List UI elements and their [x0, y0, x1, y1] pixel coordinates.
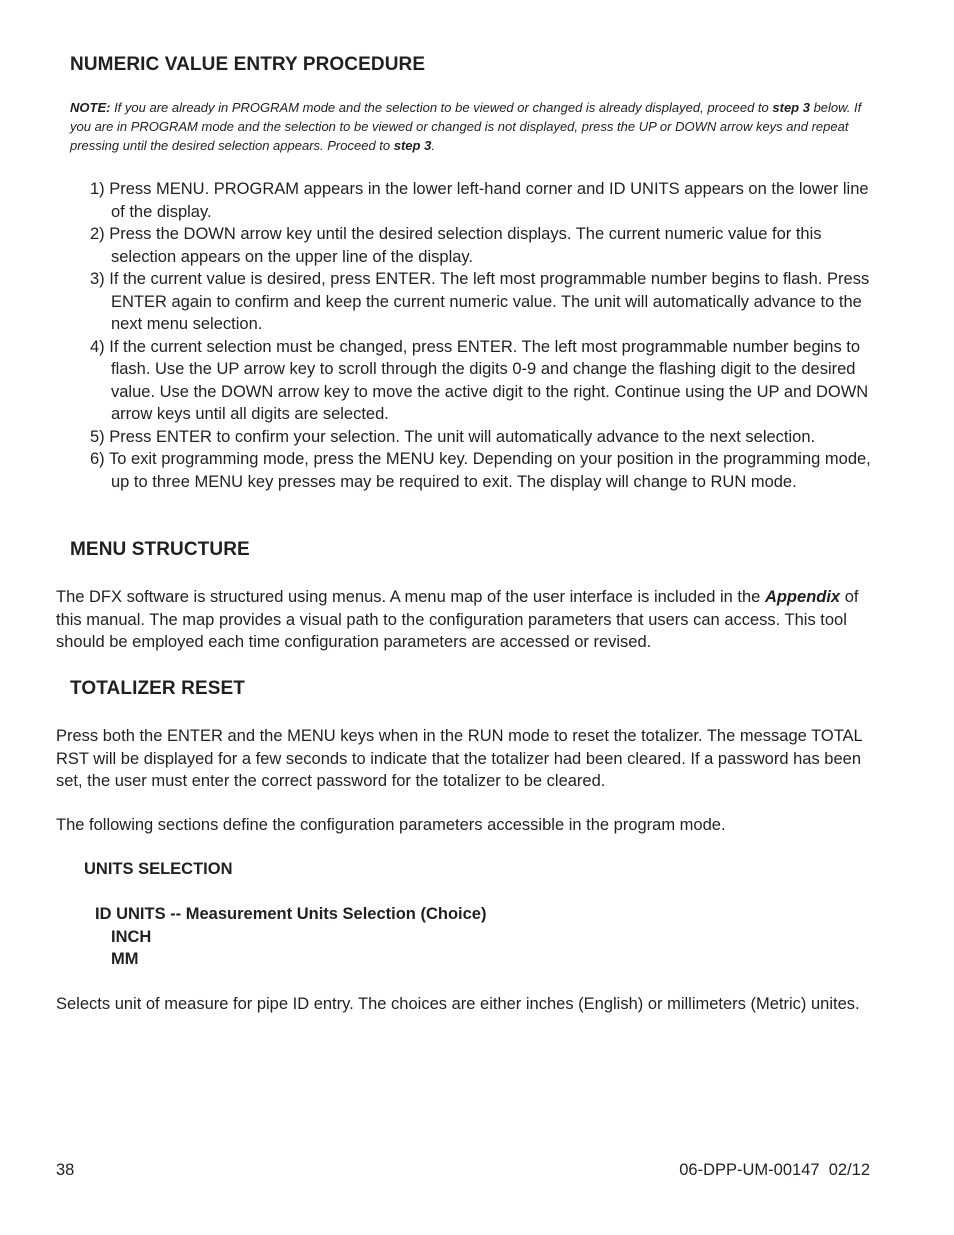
- units-selection-heading: UNITS SELECTION: [84, 860, 233, 878]
- totalizer-reset-paragraph: Press both the ENTER and the MENU keys when in the RUN mode to reset the totalizer. The message TOTAL RST will be displayed for a few seconds to indicate that the totalizer had been cleared. If a password has been set, the user must enter the correct password for the totalizer to be cleared.: [56, 727, 863, 790]
- totalizer-reset-heading: TOTALIZER RESET: [70, 678, 245, 699]
- numeric-entry-heading: NUMERIC VALUE ENTRY PROCEDURE: [70, 54, 426, 75]
- choice-mm: MM: [111, 950, 139, 968]
- procedure-step: 4) If the current selection must be changed, press ENTER. The left most programmable number begins to flash. Use the UP arrow key to scroll through the digits 0-9 and change the flashing digit to the desired value. Use the DOWN arrow key to move the active digit to the right. Continue using the UP and DOWN arrow keys until all digits are selected.: [90, 337, 869, 423]
- menu-structure-paragraph: [56, 586, 876, 654]
- note-step-ref-2: step 3: [393, 138, 432, 153]
- id-units-title: ID UNITS -- Measurement Units Selection (Choice): [95, 905, 487, 923]
- procedure-step: 3) If the current value is desired, press ENTER. The left most programmable number begins to flash. Press ENTER again to confirm and keep the current numeric value. The unit will automatically advance to the next menu selection.: [90, 270, 870, 333]
- procedure-step: 1) Press MENU. PROGRAM appears in the lower left-hand corner and ID UNITS appears on the lower line of the display.: [90, 180, 869, 221]
- note-text-3: .: [431, 138, 435, 153]
- menu-text-2: of this manual. The map provides a visual path to the configuration parameters that users can access. This tool should be employed each time configuration parameters are accessed or revised.: [56, 588, 859, 651]
- note-label: NOTE:: [70, 100, 111, 115]
- procedure-step: 5) Press ENTER to confirm your selection. The unit will automatically advance to the next selection.: [90, 427, 816, 446]
- note-text-1: If you are already in PROGRAM mode and the selection to be viewed or changed is already displayed, proceed to: [110, 100, 773, 115]
- choice-inch: INCH: [111, 928, 152, 946]
- document-id: 06-DPP-UM-00147 02/12: [679, 1161, 870, 1179]
- procedure-step: 2) Press the DOWN arrow key until the desired selection displays. The current numeric value for this selection appears on the upper line of the display.: [90, 225, 822, 266]
- appendix-reference: Appendix: [764, 588, 841, 606]
- note-paragraph: [70, 98, 880, 155]
- procedure-steps-list: [90, 178, 880, 493]
- note-text-2: below. If you are in PROGRAM mode and the selection to be viewed or changed is not displayed, press the UP or DOWN arrow keys and repeat pressing until the desired selection appears. Proceed to: [70, 100, 862, 153]
- note-step-ref-1: step 3: [772, 100, 810, 115]
- menu-structure-heading: MENU STRUCTURE: [70, 539, 250, 560]
- program-mode-paragraph: The following sections define the configuration parameters accessible in the program mode.: [56, 816, 726, 834]
- units-description-paragraph: Selects unit of measure for pipe ID entry. The choices are either inches (English) or millimeters (Metric) unites.: [56, 995, 860, 1013]
- page-number: 38: [56, 1161, 75, 1179]
- procedure-step: 6) To exit programming mode, press the MENU key. Depending on your position in the programming mode, up to three MENU key presses may be required to exit. The display will change to RUN mode.: [90, 450, 871, 491]
- menu-text-1: The DFX software is structured using menus. A menu map of the user interface is included in the: [56, 588, 765, 606]
